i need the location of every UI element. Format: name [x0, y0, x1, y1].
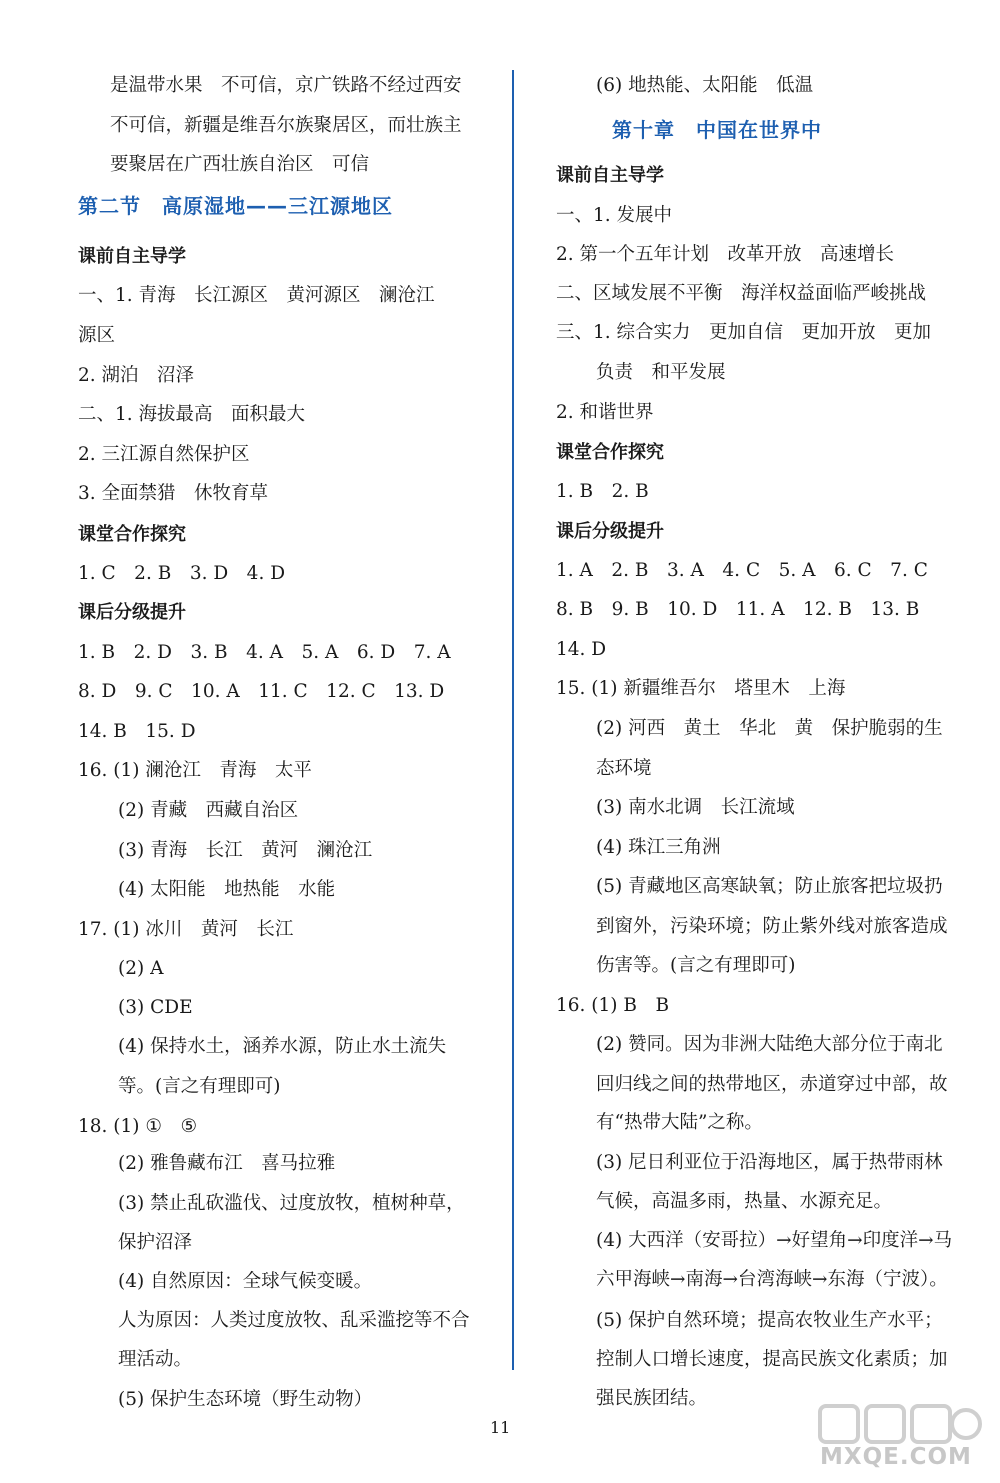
- answer-line: (5) 青藏地区高寒缺氧；防止旅客把垃圾扔: [596, 876, 943, 897]
- answer-line: 2. 湖泊 沼泽: [78, 365, 195, 386]
- answer-line: (5) 保护生态环境（野生动物）: [118, 1389, 373, 1410]
- answer-line: 14. D: [556, 639, 607, 660]
- answer-line: 要聚居在广西壮族自治区 可信: [110, 154, 370, 175]
- answer-line: 16. (1) B B: [556, 995, 670, 1016]
- answer-line: 负责 和平发展: [596, 362, 726, 383]
- watermark: [816, 1402, 986, 1476]
- answer-line: 15. (1) 新疆维吾尔 塔里木 上海: [556, 678, 846, 699]
- answer-line: 态环境: [596, 758, 652, 779]
- answer-line: (2) 雅鲁藏布江 喜马拉雅: [118, 1153, 336, 1174]
- answer-line: (6) 地热能、太阳能 低温: [596, 75, 814, 96]
- answer-line: 回归线之间的热带地区，赤道穿过中部，故: [596, 1074, 948, 1095]
- answer-line: 控制人口增长速度，提高民族文化素质；加: [596, 1349, 948, 1370]
- answer-line: 18. (1) ① ⑤: [78, 1116, 198, 1137]
- answer-line: 1. A 2. B 3. A 4. C 5. A 6. C 7. C: [556, 560, 928, 581]
- answer-line: (2) 赞同。因为非洲大陆绝大部分位于南北: [596, 1034, 943, 1055]
- answer-line: 强民族团结。: [596, 1388, 708, 1409]
- answer-line: 2. 和谐世界: [556, 402, 654, 423]
- column-divider: [512, 70, 514, 1370]
- answer-line: (4) 保持水土，涵养水源，防止水土流失: [118, 1036, 447, 1057]
- answer-line: 三、1. 综合实力 更加自信 更加开放 更加: [556, 322, 932, 343]
- answer-line: (2) 河西 黄土 华北 黄 保护脆弱的生: [596, 718, 943, 739]
- answer-line: 源区: [78, 325, 116, 346]
- subsection-heading: 课堂合作探究: [556, 442, 664, 463]
- answer-line: 8. B 9. B 10. D 11. A 12. B 13. B: [556, 599, 920, 620]
- answer-line: 是温带水果 不可信，京广铁路不经过西安: [110, 75, 462, 96]
- answer-line: 3. 全面禁猎 休牧育草: [78, 483, 269, 504]
- answer-line: (2) A: [118, 958, 164, 979]
- answer-line: 二、区域发展不平衡 海洋权益面临严峻挑战: [556, 283, 927, 304]
- answer-line: 2. 三江源自然保护区: [78, 444, 250, 465]
- answer-line: (3) 南水北调 长江流域: [596, 797, 795, 818]
- subsection-heading: 课后分级提升: [78, 602, 186, 623]
- subsection-heading: 课后分级提升: [556, 521, 664, 542]
- answer-line: 保护沼泽: [118, 1232, 193, 1253]
- answer-line: (4) 大西洋（安哥拉）→好望角→印度洋→马: [596, 1230, 953, 1251]
- section-heading: 第二节 高原湿地——三江源地区: [78, 194, 393, 218]
- answer-line: 1. B 2. B: [556, 481, 649, 502]
- answer-line: (3) 尼日利亚位于沿海地区，属于热带雨林: [596, 1152, 943, 1173]
- answer-line: 17. (1) 冰川 黄河 长江: [78, 919, 294, 940]
- answer-line: 二、1. 海拔最高 面积最大: [78, 404, 306, 425]
- answer-line: 气候，高温多雨，热量、水源充足。: [596, 1191, 893, 1212]
- watermark-text: MXQE.COM: [820, 1444, 972, 1470]
- answer-line: (3) 青海 长江 黄河 澜沧江: [118, 840, 373, 861]
- answer-line: 一、1. 发展中: [556, 205, 673, 226]
- answer-line: 理活动。: [118, 1349, 193, 1370]
- answer-line: 人为原因：人类过度放牧、乱采滥挖等不合: [118, 1310, 470, 1331]
- subsection-heading: 课堂合作探究: [78, 524, 186, 545]
- answer-line: 1. B 2. D 3. B 4. A 5. A 6. D 7. A: [78, 642, 451, 663]
- answer-line: (3) 禁止乱砍滥伐、过度放牧，植树种草，: [118, 1193, 465, 1214]
- answer-stamp-icon: [816, 1402, 986, 1448]
- answer-line: 2. 第一个五年计划 改革开放 高速增长: [556, 244, 895, 265]
- answer-line: 六甲海峡→南海→台湾海峡→东海（宁波）。: [596, 1269, 948, 1290]
- answer-line: 不可信，新疆是维吾尔族聚居区，而壮族主: [110, 115, 462, 136]
- answer-line: 14. B 15. D: [78, 721, 196, 742]
- answer-line: (4) 自然原因：全球气候变暖。: [118, 1271, 373, 1292]
- answer-line: 1. C 2. B 3. D 4. D: [78, 563, 286, 584]
- answer-line: (5) 保护自然环境；提高农牧业生产水平；: [596, 1310, 943, 1331]
- answer-line: (4) 珠江三角洲: [596, 837, 721, 858]
- answer-line: 伤害等。(言之有理即可): [596, 955, 796, 976]
- answer-line: 8. D 9. C 10. A 11. C 12. C 13. D: [78, 681, 445, 702]
- answer-line: (2) 青藏 西藏自治区: [118, 800, 299, 821]
- answer-line: 等。(言之有理即可): [118, 1076, 281, 1097]
- answer-line: 到窗外，污染环境；防止紫外线对旅客造成: [596, 916, 948, 937]
- subsection-heading: 课前自主导学: [78, 246, 186, 267]
- subsection-heading: 课前自主导学: [556, 165, 664, 186]
- answer-line: (4) 太阳能 地热能 水能: [118, 879, 336, 900]
- answer-line: (3) CDE: [118, 997, 193, 1018]
- section-heading: 第十章 中国在世界中: [612, 118, 822, 142]
- answer-line: 有“热带大陆”之称。: [596, 1112, 763, 1133]
- answer-line: 16. (1) 澜沧江 青海 太平: [78, 760, 312, 781]
- page-number: 11: [490, 1418, 511, 1437]
- answer-line: 一、1. 青海 长江源区 黄河源区 澜沧江: [78, 285, 435, 306]
